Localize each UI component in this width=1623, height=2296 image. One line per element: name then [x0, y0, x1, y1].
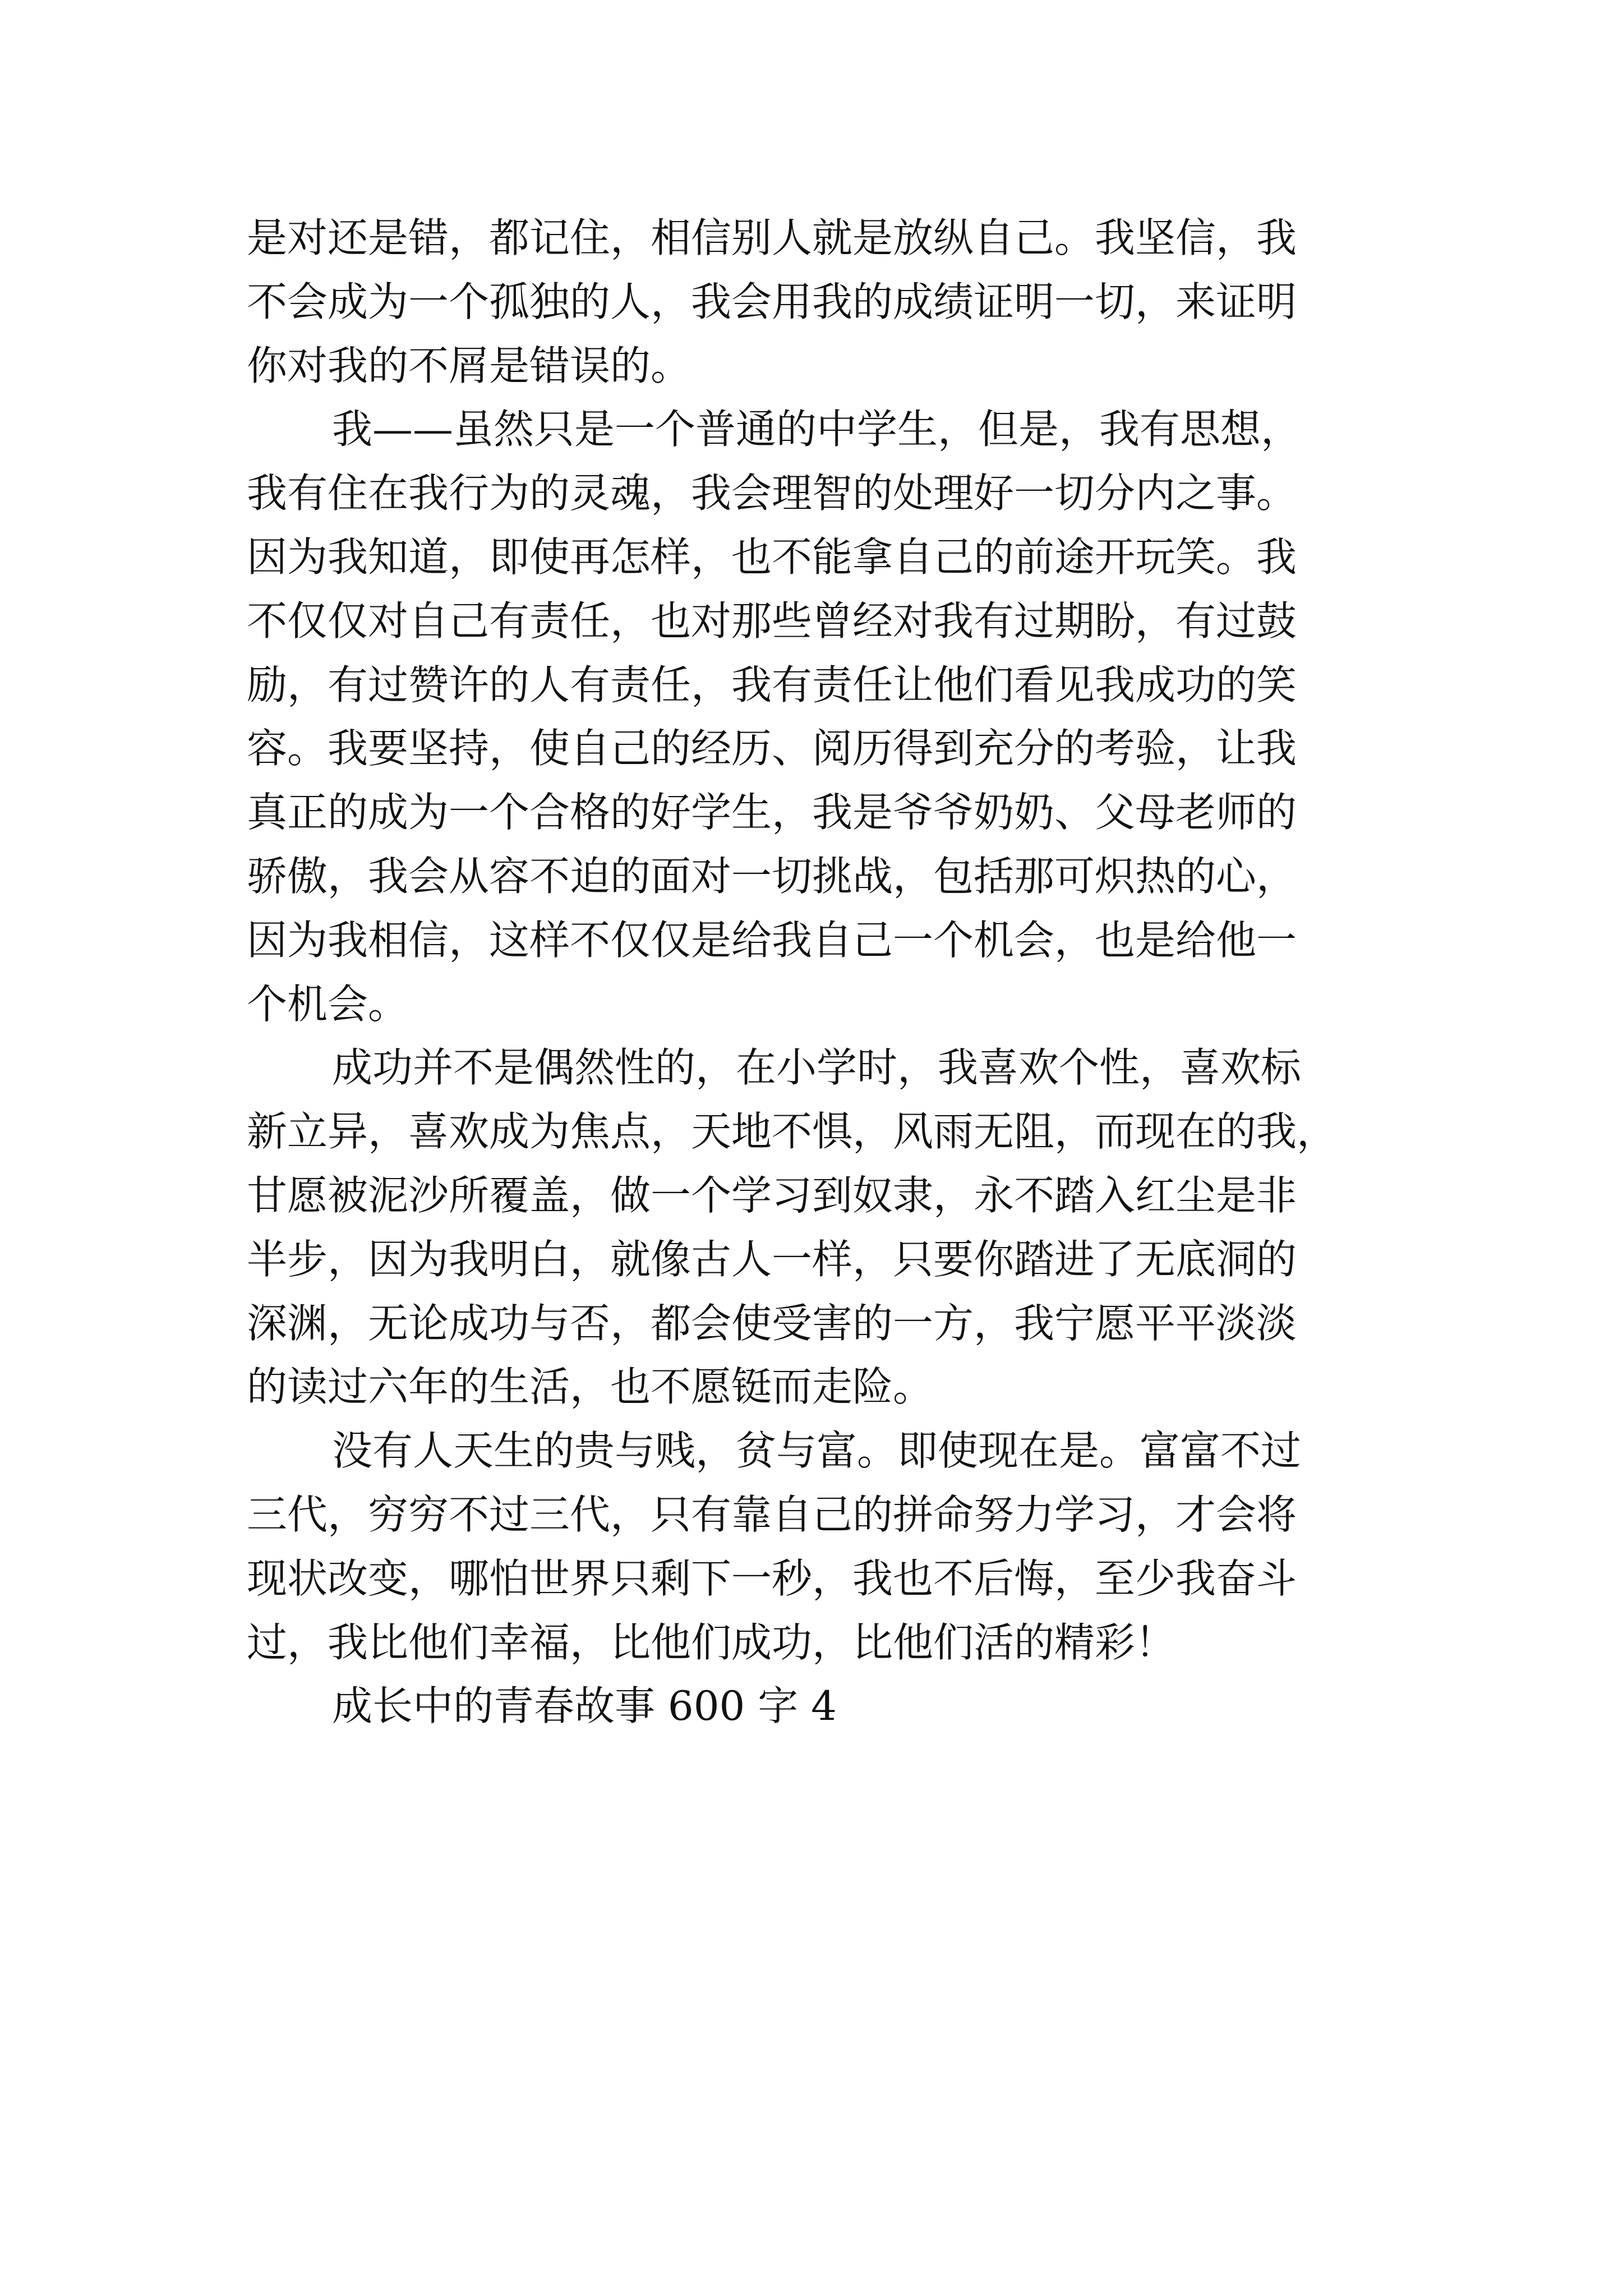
- text-line: 不会成为一个孤独的人，我会用我的成绩证明一切，来证明: [247, 278, 1297, 325]
- text-line: 不仅仅对自己有责任，也对那些曾经对我有过期盼，有过鼓: [247, 597, 1297, 645]
- text-line: 个机会。: [247, 980, 409, 1028]
- text-line: 过，我比他们幸福，比他们成功，比他们活的精彩！: [247, 1618, 1176, 1666]
- text-line: 我有住在我行为的灵魂，我会理智的处理好一切分内之事。: [247, 470, 1297, 517]
- paragraph-2: [247, 398, 1385, 1036]
- text-line: 励，有过赞许的人有责任，我有责任让他们看见我成功的笑: [247, 661, 1297, 708]
- text-line: 我——虽然只是一个普通的中学生，但是，我有思想，: [332, 406, 1302, 453]
- body-text: [247, 206, 1385, 1738]
- text-line: 因为我知道，即使再怎样，也不能拿自己的前途开玩笑。我: [247, 533, 1297, 581]
- text-line: 半步，因为我明白，就像古人一样，只要你踏进了无底洞的: [247, 1235, 1297, 1283]
- text-line: 容。我要坚持，使自己的经历、阅历得到充分的考验，让我: [247, 725, 1297, 772]
- text-line: 现状改变，哪怕世界只剩下一秒，我也不后悔，至少我奋斗: [247, 1554, 1297, 1602]
- text-line: 深渊，无论成功与否，都会使受害的一方，我宁愿平平淡淡: [247, 1299, 1297, 1347]
- text-line: 的读过六年的生活，也不愿铤而走险。: [247, 1363, 934, 1411]
- text-line: 没有人天生的贵与贱，贫与富。即使现在是。富富不过: [332, 1427, 1302, 1475]
- text-line: 真正的成为一个合格的好学生，我是爷爷奶奶、父母老师的: [247, 789, 1297, 836]
- text-line: 因为我相信，这样不仅仅是给我自己一个机会，也是给他一: [247, 916, 1297, 964]
- paragraph-1: [247, 206, 1385, 398]
- text-line: 你对我的不屑是错误的。: [247, 342, 691, 389]
- text-line: 骄傲，我会从容不迫的面对一切挑战，包括那可炽热的心，: [247, 852, 1297, 900]
- text-line: 是对还是错，都记住，相信别人就是放纵自己。我坚信，我: [247, 214, 1297, 261]
- text-line: 甘愿被泥沙所覆盖，做一个学习到奴隶，永不踏入红尘是非: [247, 1171, 1297, 1219]
- paragraph-3: [247, 1036, 1385, 1419]
- text-line: 新立异，喜欢成为焦点，天地不惧，风雨无阻，而现在的我，: [247, 1108, 1338, 1156]
- text-line: 成功并不是偶然性的，在小学时，我喜欢个性，喜欢标: [332, 1044, 1302, 1092]
- section-heading: [247, 1674, 1385, 1738]
- text-line: 三代，穷穷不过三代，只有靠自己的拼命努力学习，才会将: [247, 1490, 1297, 1538]
- paragraph-4: [247, 1419, 1385, 1674]
- heading-line: 成长中的青春故事 600 字 4: [332, 1682, 837, 1730]
